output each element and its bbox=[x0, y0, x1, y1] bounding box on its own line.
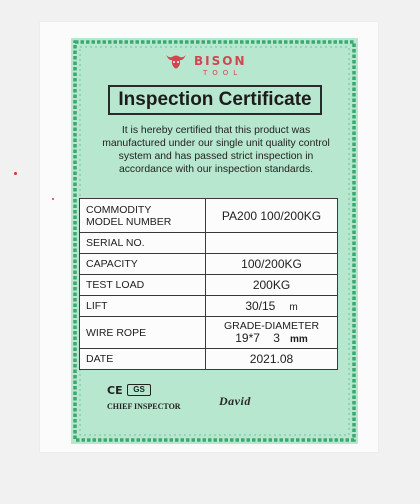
serial-label: SERIAL NO. bbox=[80, 233, 206, 254]
gs-mark: GS bbox=[127, 384, 151, 396]
commodity-label bbox=[80, 199, 206, 233]
date-value: 2021.08 bbox=[206, 349, 338, 370]
table-row bbox=[80, 233, 338, 254]
inspection-table bbox=[79, 198, 338, 370]
certificate-title: Inspection Certificate bbox=[108, 85, 322, 115]
test-load-label: TEST LOAD bbox=[80, 275, 206, 296]
stain-mark bbox=[52, 198, 54, 200]
lift-value-cell bbox=[206, 296, 338, 317]
model-number-label-line: MODEL NUMBER bbox=[86, 215, 172, 228]
table-row bbox=[80, 317, 338, 349]
wire-rope-value-line bbox=[212, 332, 331, 346]
wire-rope-value-cell bbox=[206, 317, 338, 349]
lift-unit: m bbox=[289, 302, 298, 313]
certification-marks bbox=[107, 384, 187, 398]
chief-inspector-label: CHIEF INSPECTOR bbox=[107, 402, 181, 411]
bull-head-icon bbox=[164, 52, 188, 74]
brand-name: BISON bbox=[194, 54, 247, 68]
commodity-value: PA200 100/200KG bbox=[206, 199, 338, 233]
certification-statement: It is hereby certified that this product was manufactured under our single unit quality control system and has passed strict inspection in accordance with our inspection standards. bbox=[102, 125, 330, 175]
capacity-value: 100/200KG bbox=[206, 254, 338, 275]
stain-mark bbox=[14, 172, 17, 175]
table-row bbox=[80, 349, 338, 370]
certificate-footer bbox=[71, 374, 358, 414]
capacity-label: CAPACITY bbox=[80, 254, 206, 275]
lift-label: LIFT bbox=[80, 296, 206, 317]
test-load-value: 200KG bbox=[206, 275, 338, 296]
table-row bbox=[80, 296, 338, 317]
serial-value bbox=[206, 233, 338, 254]
table-row bbox=[80, 275, 338, 296]
inspector-signature: David bbox=[219, 394, 251, 408]
lift-value: 30/15 bbox=[245, 299, 276, 313]
brand-subtitle: TOOL bbox=[203, 69, 243, 77]
wire-rope-header: GRADE-DIAMETER bbox=[223, 319, 320, 332]
inspection-certificate-card bbox=[71, 38, 358, 444]
wire-rope-unit: mm bbox=[289, 333, 308, 345]
table-row bbox=[80, 199, 338, 233]
ce-mark: CE bbox=[107, 384, 123, 397]
brand-logo bbox=[71, 52, 358, 82]
date-label: DATE bbox=[80, 349, 206, 370]
commodity-label-line: COMMODITY bbox=[86, 203, 152, 216]
wire-rope-value: 19*7 3 bbox=[235, 330, 280, 345]
wire-rope-label: WIRE ROPE bbox=[80, 317, 206, 349]
table-row bbox=[80, 254, 338, 275]
